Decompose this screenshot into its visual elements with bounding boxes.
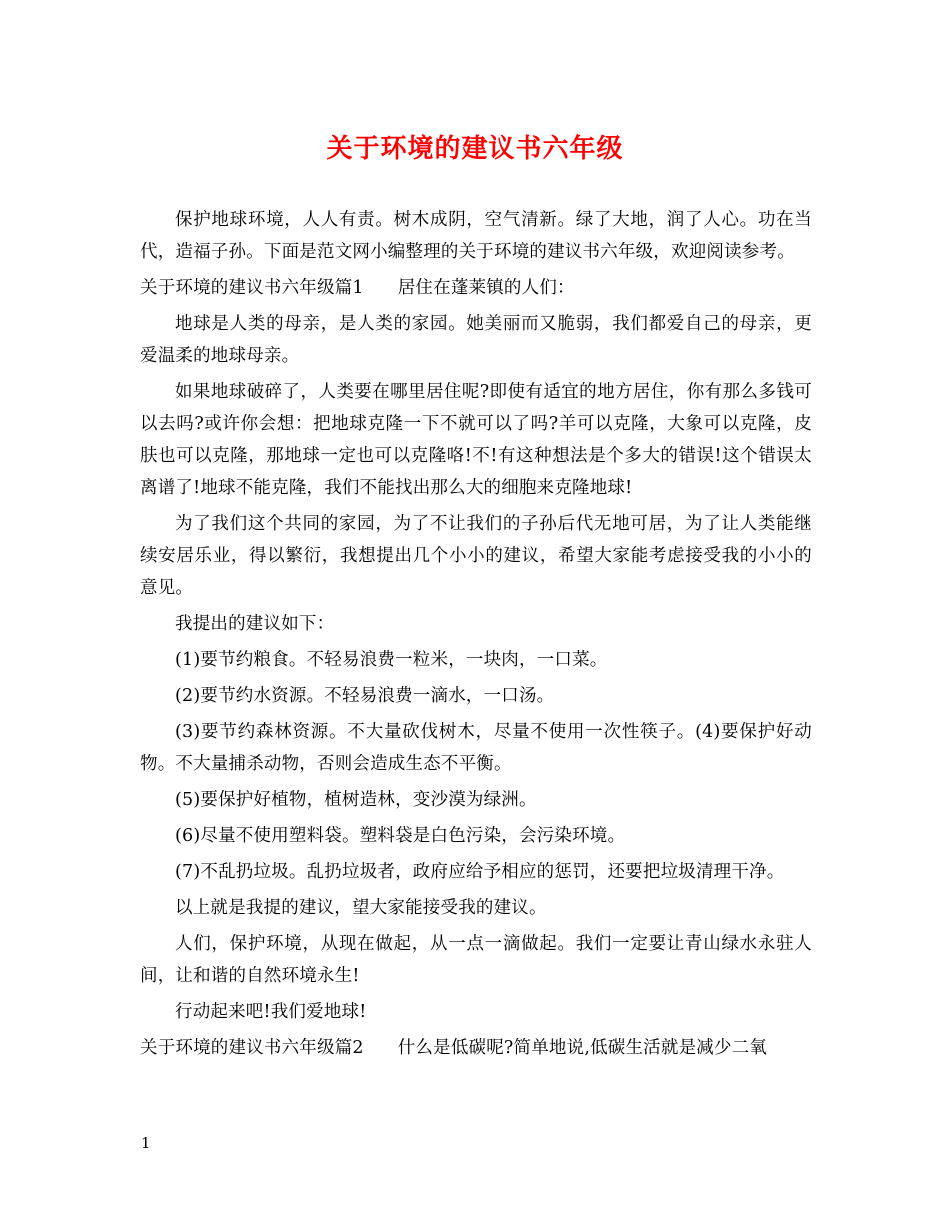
suggestion-item: (7)不乱扔垃圾。乱扔垃圾者，政府应给予相应的惩罚，还要把垃圾清理干净。	[175, 862, 785, 882]
suggestion-item: (5)要保护好植物，植树造林，变沙漠为绿洲。	[175, 790, 537, 810]
suggestion-item: (3)要节约森林资源。不大量砍伐树木，尽量不使用一次性筷子。(4)要保护好动物。不大量捕杀动物，否则会造成生态不平衡。	[140, 722, 812, 774]
page-number: 1	[141, 1134, 151, 1152]
document-title: 关于环境的建议书六年级	[326, 134, 624, 164]
section-2-heading: 关于环境的建议书六年级篇2	[140, 1038, 364, 1058]
intro-paragraph: 保护地球环境，人人有责。树木成阴，空气清新。绿了大地，润了人心。功在当代，造福子孙。下面是范文网小编整理的关于环境的建议书六年级，欢迎阅读参考。	[140, 210, 812, 262]
section-2-heading-line	[140, 1032, 812, 1064]
body-paragraph: 人们，保护环境，从现在做起，从一点一滴做起。我们一定要让青山绿水永驻人间，让和谐的自然环境永生!	[140, 934, 812, 986]
body-paragraph: 以上就是我提的建议，望大家能接受我的建议。	[175, 898, 547, 918]
body-paragraph: 地球是人类的母亲，是人类的家园。她美丽而又脆弱，我们都爱自己的母亲，更爱温柔的地球母亲。	[140, 314, 812, 366]
body-paragraph: 如果地球破碎了，人类要在哪里居住呢?即使有适宜的地方居住，你有那么多钱可以去吗?或许你会想：把地球克隆一下不就可以了吗?羊可以克隆，大象可以克隆，皮肤也可以克隆，那地球一定也可以克隆咯!不!有这种想法是个多大的错误!这个错误太离谱了!地球不能克隆，我们不能找出那么大的细胞来克隆地球!	[140, 382, 812, 498]
body-paragraph: 为了我们这个共同的家园，为了不让我们的子孙后代无地可居，为了让人类能继续安居乐业，得以繁衍，我想提出几个小小的建议，希望大家能考虑接受我的小小的意见。	[140, 514, 812, 598]
section-1-greeting: 居住在蓬莱镇的人们：	[397, 278, 575, 298]
section-1-heading: 关于环境的建议书六年级篇1	[140, 278, 364, 298]
suggestion-item: (1)要节约粮食。不轻易浪费一粒米，一块肉，一口菜。	[175, 650, 608, 670]
suggestion-item: (2)要节约水资源。不轻易浪费一滴水，一口汤。	[175, 686, 555, 706]
suggestion-item: (6)尽量不使用塑料袋。塑料袋是白色污染，会污染环境。	[175, 826, 626, 846]
section-1-heading-line	[140, 272, 812, 304]
section-2-lead: 什么是低碳呢?简单地说,低碳生活就是减少二氧	[397, 1038, 768, 1058]
document-body	[140, 204, 812, 1068]
body-paragraph: 我提出的建议如下：	[175, 614, 335, 634]
body-paragraph: 行动起来吧!我们爱地球!	[175, 1002, 367, 1022]
